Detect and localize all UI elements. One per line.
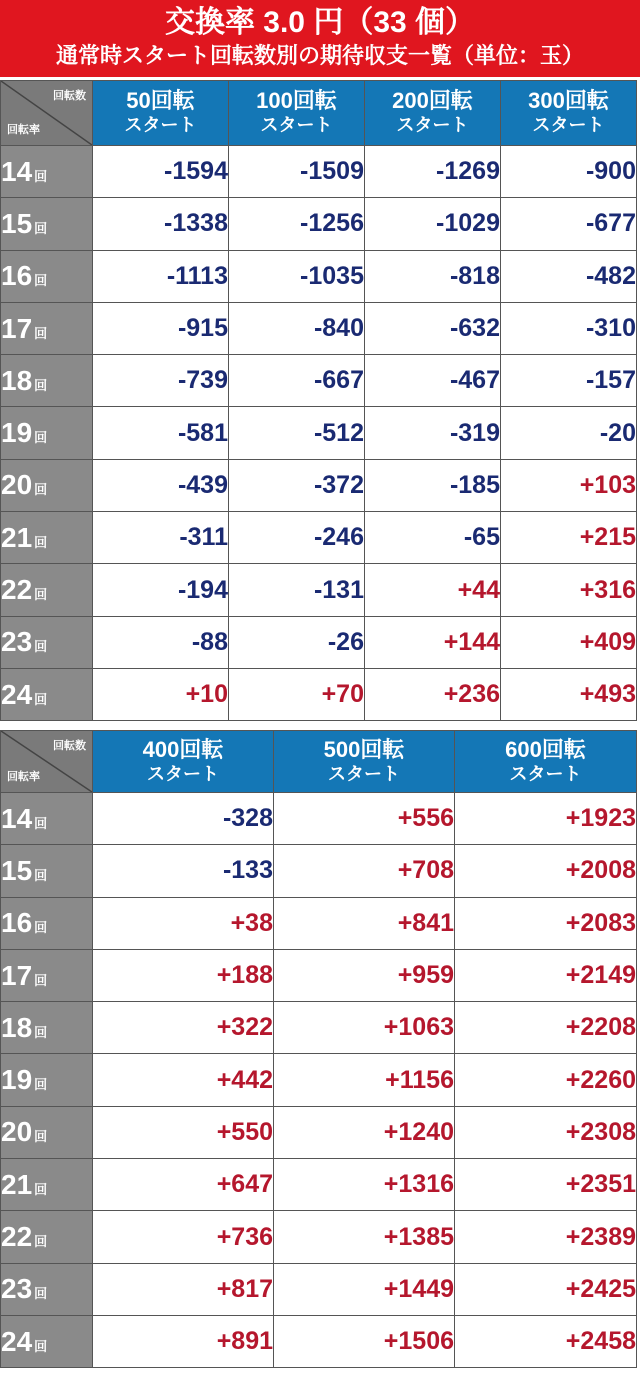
value-cell: +2389 bbox=[455, 1211, 637, 1263]
row-rate: 18 bbox=[1, 1011, 33, 1043]
row-unit: 回 bbox=[34, 377, 48, 393]
column-header-spins: 300回転 bbox=[528, 88, 609, 113]
value-cell: -439 bbox=[93, 459, 229, 511]
column-header-start: スタート bbox=[532, 115, 605, 135]
value-cell: +2208 bbox=[455, 1002, 637, 1054]
value-cell: -131 bbox=[229, 564, 365, 616]
table-row bbox=[1, 1211, 637, 1263]
value-cell: -467 bbox=[365, 355, 501, 407]
value-cell: -900 bbox=[501, 146, 637, 198]
value-cell: -632 bbox=[365, 302, 501, 354]
column-header-start: スタート bbox=[396, 115, 469, 135]
value-cell: +2425 bbox=[455, 1263, 637, 1315]
table-row bbox=[1, 250, 637, 302]
value-cell: +236 bbox=[365, 668, 501, 720]
row-unit: 回 bbox=[34, 220, 48, 236]
corner-label-spins: 回転数 bbox=[53, 90, 86, 102]
row-rate: 15 bbox=[1, 207, 33, 239]
column-header-start: スタート bbox=[260, 115, 333, 135]
row-header bbox=[1, 1106, 93, 1158]
value-cell: -372 bbox=[229, 459, 365, 511]
page-subtitle: 通常時スタート回転数別の期待収支一覧（単位：玉） bbox=[55, 43, 584, 68]
value-cell: +2083 bbox=[455, 897, 637, 949]
row-header bbox=[1, 1211, 93, 1263]
corner-header bbox=[1, 81, 93, 146]
value-cell: -1338 bbox=[93, 198, 229, 250]
row-rate: 20 bbox=[1, 469, 33, 501]
row-rate: 24 bbox=[1, 1325, 33, 1357]
column-header-spins: 400回転 bbox=[142, 736, 224, 762]
value-cell: -667 bbox=[229, 355, 365, 407]
value-cell: +493 bbox=[501, 668, 637, 720]
value-cell: +891 bbox=[93, 1315, 274, 1367]
row-unit: 回 bbox=[34, 1234, 48, 1250]
row-header bbox=[1, 198, 93, 250]
value-cell: -1594 bbox=[93, 146, 229, 198]
row-rate: 21 bbox=[1, 1168, 33, 1200]
title-banner bbox=[0, 0, 640, 77]
value-cell: +1240 bbox=[274, 1106, 455, 1158]
row-rate: 23 bbox=[1, 626, 33, 658]
row-header bbox=[1, 793, 93, 845]
value-cell: -133 bbox=[93, 845, 274, 897]
value-cell: +2308 bbox=[455, 1106, 637, 1158]
value-cell: +708 bbox=[274, 845, 455, 897]
column-header-start: スタート bbox=[147, 763, 219, 784]
value-cell: +44 bbox=[365, 564, 501, 616]
value-cell: -1029 bbox=[365, 198, 501, 250]
row-header bbox=[1, 897, 93, 949]
row-header bbox=[1, 1159, 93, 1211]
table-row bbox=[1, 616, 637, 668]
value-cell: -185 bbox=[365, 459, 501, 511]
value-cell: -311 bbox=[93, 512, 229, 564]
value-cell: -1256 bbox=[229, 198, 365, 250]
column-header-start: スタート bbox=[124, 115, 197, 135]
column-header bbox=[229, 81, 365, 146]
row-rate: 16 bbox=[1, 260, 33, 292]
column-header bbox=[274, 731, 455, 793]
value-cell: -1035 bbox=[229, 250, 365, 302]
table-row bbox=[1, 1054, 637, 1106]
row-rate: 19 bbox=[1, 1064, 33, 1096]
row-rate: 22 bbox=[1, 574, 33, 606]
row-unit: 回 bbox=[34, 867, 48, 883]
row-header bbox=[1, 1315, 93, 1367]
table-row bbox=[1, 146, 637, 198]
value-cell: +2008 bbox=[455, 845, 637, 897]
value-cell: +1156 bbox=[274, 1054, 455, 1106]
row-rate: 20 bbox=[1, 1116, 33, 1148]
table-row bbox=[1, 1315, 637, 1367]
value-cell: +322 bbox=[93, 1002, 274, 1054]
value-cell: +959 bbox=[274, 949, 455, 1001]
row-unit: 回 bbox=[34, 430, 48, 446]
value-cell: -818 bbox=[365, 250, 501, 302]
value-cell: +215 bbox=[501, 512, 637, 564]
value-cell: -157 bbox=[501, 355, 637, 407]
row-header bbox=[1, 355, 93, 407]
expected-value-table-1 bbox=[0, 80, 637, 721]
value-cell: -1509 bbox=[229, 146, 365, 198]
value-cell: +647 bbox=[93, 1159, 274, 1211]
page-title: 交換率 3.0 円（33 個） bbox=[164, 6, 476, 39]
row-unit: 回 bbox=[34, 1338, 48, 1354]
value-cell: +736 bbox=[93, 1211, 274, 1263]
row-rate: 18 bbox=[1, 364, 33, 396]
column-header bbox=[365, 81, 501, 146]
value-cell: +1449 bbox=[274, 1263, 455, 1315]
value-cell: -915 bbox=[93, 302, 229, 354]
row-unit: 回 bbox=[34, 1129, 48, 1145]
value-cell: +316 bbox=[501, 564, 637, 616]
row-rate: 16 bbox=[1, 907, 33, 939]
column-header bbox=[455, 731, 637, 793]
row-unit: 回 bbox=[34, 325, 48, 341]
table-row bbox=[1, 668, 637, 720]
value-cell: -20 bbox=[501, 407, 637, 459]
value-cell: -246 bbox=[229, 512, 365, 564]
row-unit: 回 bbox=[34, 534, 48, 550]
column-header-spins: 600回転 bbox=[505, 736, 586, 762]
row-header bbox=[1, 146, 93, 198]
row-rate: 14 bbox=[1, 802, 33, 834]
column-header-spins: 500回転 bbox=[323, 736, 405, 762]
table-row bbox=[1, 1159, 637, 1211]
row-rate: 19 bbox=[1, 417, 33, 449]
value-cell: -65 bbox=[365, 512, 501, 564]
row-unit: 回 bbox=[34, 482, 48, 498]
value-cell: +1316 bbox=[274, 1159, 455, 1211]
row-header bbox=[1, 302, 93, 354]
column-header-spins: 200回転 bbox=[392, 88, 473, 113]
value-cell: +1385 bbox=[274, 1211, 455, 1263]
value-cell: +2351 bbox=[455, 1159, 637, 1211]
row-unit: 回 bbox=[34, 691, 48, 707]
value-cell: -677 bbox=[501, 198, 637, 250]
table-row bbox=[1, 564, 637, 616]
value-cell: -581 bbox=[93, 407, 229, 459]
value-cell: +817 bbox=[93, 1263, 274, 1315]
value-cell: +1923 bbox=[455, 793, 637, 845]
row-unit: 回 bbox=[34, 815, 48, 831]
value-cell: -739 bbox=[93, 355, 229, 407]
row-rate: 22 bbox=[1, 1221, 33, 1253]
value-cell: +2260 bbox=[455, 1054, 637, 1106]
row-rate: 21 bbox=[1, 521, 33, 553]
row-header bbox=[1, 1263, 93, 1315]
value-cell: +442 bbox=[93, 1054, 274, 1106]
row-unit: 回 bbox=[34, 639, 48, 655]
corner-header bbox=[1, 731, 93, 793]
column-header bbox=[93, 731, 274, 793]
value-cell: -26 bbox=[229, 616, 365, 668]
row-header bbox=[1, 564, 93, 616]
value-cell: -328 bbox=[93, 793, 274, 845]
column-header-spins: 50回転 bbox=[126, 88, 195, 113]
table-row bbox=[1, 355, 637, 407]
row-header bbox=[1, 459, 93, 511]
row-unit: 回 bbox=[34, 972, 48, 988]
table-row bbox=[1, 845, 637, 897]
value-cell: -88 bbox=[93, 616, 229, 668]
row-header bbox=[1, 949, 93, 1001]
row-unit: 回 bbox=[34, 168, 48, 184]
value-cell: +1063 bbox=[274, 1002, 455, 1054]
value-cell: +2149 bbox=[455, 949, 637, 1001]
row-rate: 23 bbox=[1, 1273, 33, 1305]
value-cell: +188 bbox=[93, 949, 274, 1001]
row-header bbox=[1, 616, 93, 668]
row-rate: 24 bbox=[1, 678, 33, 710]
row-header bbox=[1, 1054, 93, 1106]
value-cell: -310 bbox=[501, 302, 637, 354]
value-cell: -840 bbox=[229, 302, 365, 354]
value-cell: -1113 bbox=[93, 250, 229, 302]
value-cell: +1506 bbox=[274, 1315, 455, 1367]
value-cell: -482 bbox=[501, 250, 637, 302]
value-cell: +2458 bbox=[455, 1315, 637, 1367]
row-unit: 回 bbox=[34, 920, 48, 936]
table-row bbox=[1, 897, 637, 949]
table-row bbox=[1, 1263, 637, 1315]
corner-label-rate: 回転率 bbox=[7, 771, 40, 783]
row-unit: 回 bbox=[34, 1077, 48, 1093]
row-unit: 回 bbox=[34, 1024, 48, 1040]
value-cell: +409 bbox=[501, 616, 637, 668]
corner-label-rate: 回転率 bbox=[7, 124, 40, 136]
row-rate: 17 bbox=[1, 959, 33, 991]
value-cell: +841 bbox=[274, 897, 455, 949]
table-row bbox=[1, 512, 637, 564]
column-header-start: スタート bbox=[509, 763, 582, 784]
row-header bbox=[1, 1002, 93, 1054]
value-cell: +10 bbox=[93, 668, 229, 720]
row-header bbox=[1, 407, 93, 459]
row-header bbox=[1, 845, 93, 897]
value-cell: -319 bbox=[365, 407, 501, 459]
row-unit: 回 bbox=[34, 1181, 48, 1197]
value-cell: +144 bbox=[365, 616, 501, 668]
value-cell: +70 bbox=[229, 668, 365, 720]
value-cell: -1269 bbox=[365, 146, 501, 198]
column-header bbox=[93, 81, 229, 146]
value-cell: +556 bbox=[274, 793, 455, 845]
column-header bbox=[501, 81, 637, 146]
column-header-start: スタート bbox=[328, 763, 400, 784]
value-cell: +550 bbox=[93, 1106, 274, 1158]
row-rate: 17 bbox=[1, 312, 33, 344]
row-rate: 15 bbox=[1, 854, 33, 886]
value-cell: +38 bbox=[93, 897, 274, 949]
table-row bbox=[1, 407, 637, 459]
expected-value-table-2 bbox=[0, 730, 637, 1368]
row-unit: 回 bbox=[34, 1286, 48, 1302]
row-rate: 14 bbox=[1, 155, 33, 187]
row-header bbox=[1, 512, 93, 564]
corner-label-spins: 回転数 bbox=[53, 740, 86, 752]
value-cell: -194 bbox=[93, 564, 229, 616]
value-cell: -512 bbox=[229, 407, 365, 459]
row-unit: 回 bbox=[34, 273, 48, 289]
table-row bbox=[1, 1106, 637, 1158]
table-row bbox=[1, 302, 637, 354]
table-row bbox=[1, 949, 637, 1001]
table-row bbox=[1, 198, 637, 250]
table-row bbox=[1, 793, 637, 845]
value-cell: +103 bbox=[501, 459, 637, 511]
table-row bbox=[1, 1002, 637, 1054]
column-header-spins: 100回転 bbox=[256, 88, 337, 113]
table-row bbox=[1, 459, 637, 511]
row-header bbox=[1, 250, 93, 302]
row-unit: 回 bbox=[34, 587, 48, 603]
row-header bbox=[1, 668, 93, 720]
